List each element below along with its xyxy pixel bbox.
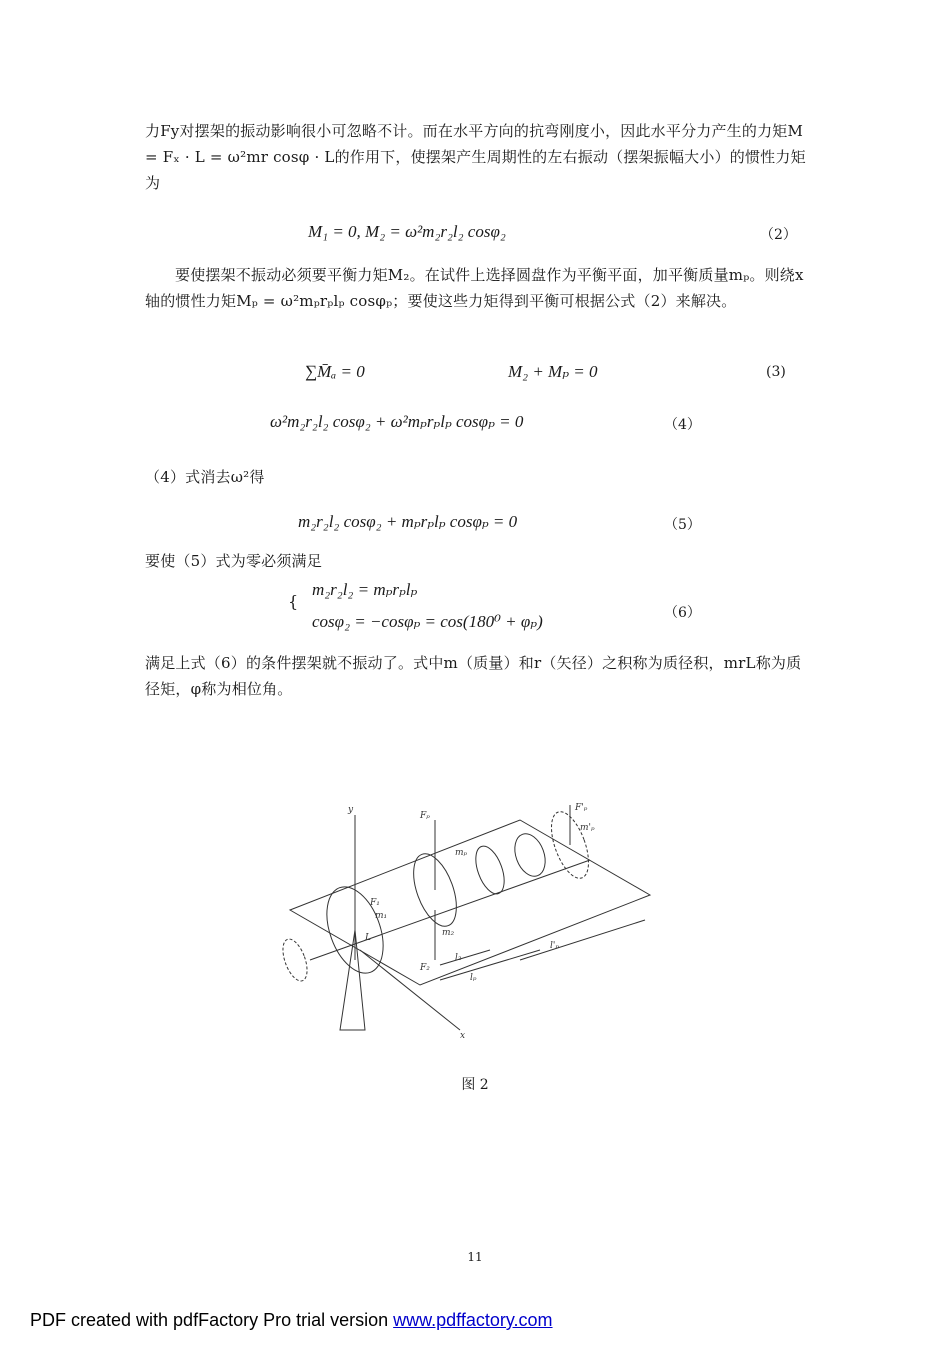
label-l2: l₂ (455, 953, 462, 963)
disc-3 (470, 842, 510, 897)
dim-l2 (440, 950, 490, 965)
equation-2-number: （2） (760, 227, 797, 243)
equation-3a: ∑M̄ₐ = 0 (305, 362, 365, 381)
left-disc (278, 936, 312, 984)
label-m2: m₂ (442, 928, 455, 938)
equation-5-number: （5） (664, 517, 701, 533)
equation-3b: M₂ + Mₚ = 0 (508, 362, 598, 381)
label-fp-prime: F'ₚ (575, 803, 588, 813)
dim-lp-prime (520, 920, 645, 960)
x-axis-line (360, 950, 460, 1030)
equation-4-number: （4） (664, 417, 701, 433)
label-lp: lₚ (470, 973, 477, 983)
figure-caption: 图 2 (461, 1077, 489, 1093)
label-L: L (365, 933, 371, 943)
equation-6-number: （6） (664, 605, 701, 621)
label-m1: m₁ (375, 911, 388, 921)
label-mp-prime: m'ₚ (580, 823, 595, 833)
shaft-line (310, 860, 590, 960)
gear (509, 830, 550, 881)
paragraph-3: （4）式消去ω²得 (145, 468, 265, 486)
equation-6-brace: { (288, 592, 299, 611)
label-y: y (348, 805, 354, 815)
footer-link[interactable]: www.pdffactory.com (393, 1310, 553, 1330)
equation-5: m₂r₂l₂ cosφ₂ + mₚrₚlₚ cosφₚ = 0 (298, 512, 518, 531)
paragraph-5: 满足上式（6）的条件摆架就不振动了。式中m（质量）和r（矢径）之积称为质径积，mrL称为质径矩，φ称为相位角。 (145, 654, 802, 698)
equation-2: M₁ = 0, M₂ = ω²m₂r₂l₂ cosφ₂ (308, 222, 506, 241)
figure-2-diagram (270, 800, 660, 1050)
equation-6a: m₂r₂l₂ = mₚrₚlₚ (312, 580, 418, 599)
pendulum (340, 930, 365, 1030)
paragraph-4: 要使（5）式为零必须满足 (145, 552, 322, 570)
page-number: 11 (467, 1250, 483, 1264)
label-f1: F₁ (370, 898, 380, 908)
label-fp: Fₚ (420, 811, 430, 821)
paragraph-2: 要使摆架不振动必须要平衡力矩M₂。在试件上选择圆盘作为平衡平面，加平衡质量mₚ。则绕x轴的惯性力矩Mₚ = ω²mₚrₚlₚ cosφₚ；要使这些力矩得到平衡可根据公式（2）来解决。 (145, 266, 804, 310)
paragraph-1: 力Fy对摆架的振动影响很小可忽略不计。而在水平方向的抗弯刚度小，因此水平分力产生的力矩M = Fₓ · L = ω²mr cosφ · L的作用下，使摆架产生周期性的左右振动（摆架振幅大小）的惯性力矩为 (145, 122, 806, 192)
equation-6b: cosφ₂ = −cosφₚ = cos(180⁰ + φₚ) (312, 612, 543, 631)
equation-3-number: (3) (766, 364, 786, 380)
label-x: x (460, 1031, 466, 1041)
label-lp-prime: l'ₚ (550, 941, 559, 951)
pdf-footer (30, 1310, 553, 1331)
equation-4: ω²m₂r₂l₂ cosφ₂ + ω²mₚrₚlₚ cosφₚ = 0 (270, 412, 524, 431)
label-mp: mₚ (455, 848, 468, 858)
label-f2: F₂ (420, 963, 430, 973)
footer-text: PDF created with pdfFactory Pro trial version (30, 1310, 394, 1330)
